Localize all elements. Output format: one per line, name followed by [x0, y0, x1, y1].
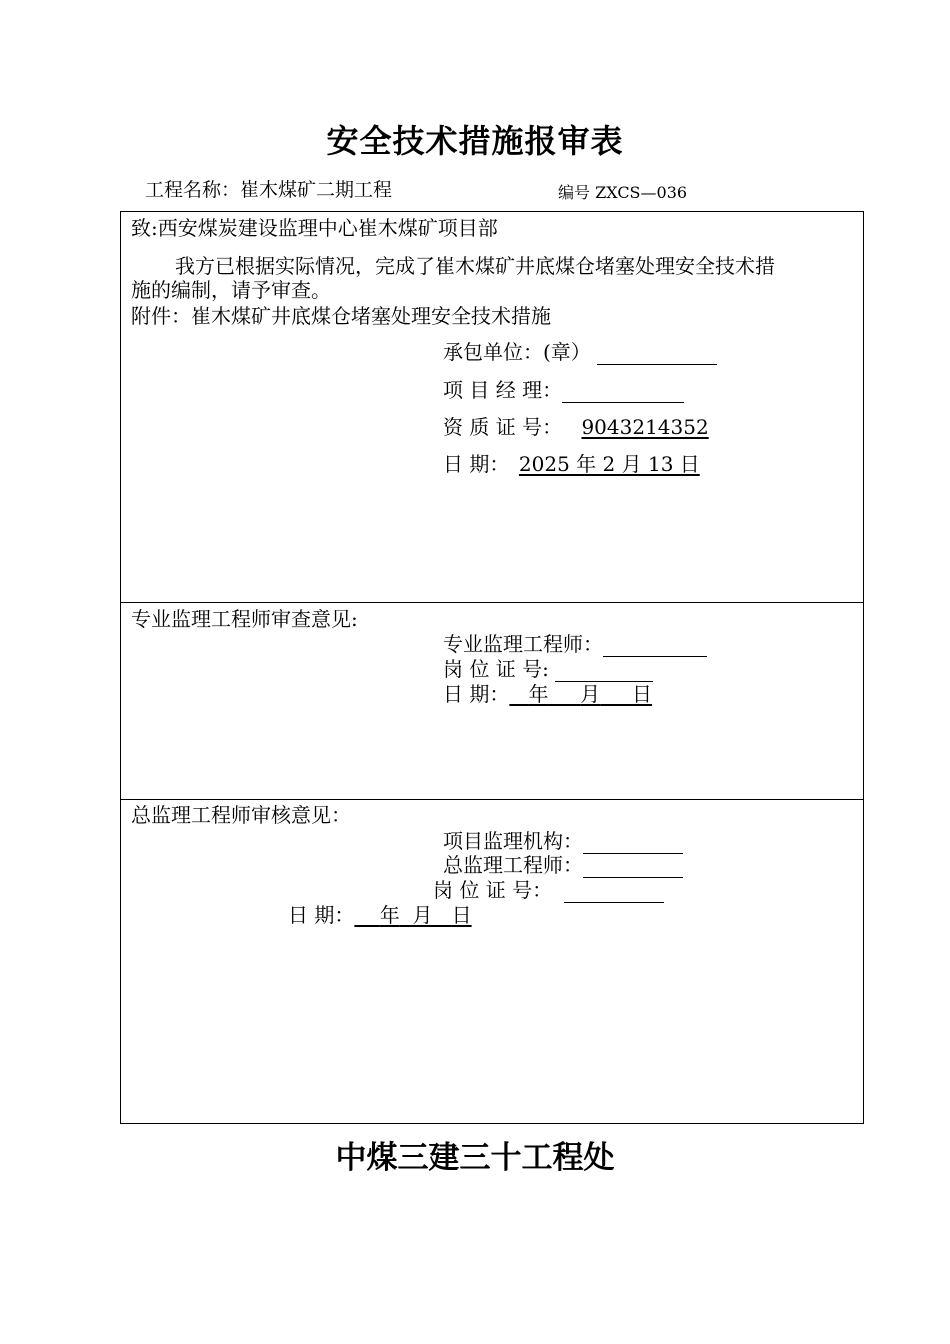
chief-cert-field[interactable] — [564, 880, 664, 903]
manager-field[interactable] — [562, 380, 684, 403]
year-label: 年 — [528, 682, 549, 706]
addressee: 致:西安煤炭建设监理中心崔木煤矿项目部 — [131, 216, 498, 240]
engineer-review-heading: 专业监理工程师审查意见: — [131, 607, 358, 631]
date-label: 日 期： — [288, 903, 355, 927]
post-cert-label: 岗 位 证 号: — [443, 657, 549, 681]
chief-review-heading: 总监理工程师审核意见： — [131, 803, 351, 827]
month-label: 月 — [580, 682, 601, 706]
project-name: 工程名称：崔木煤矿二期工程 — [145, 179, 393, 201]
review-date-row — [443, 678, 652, 707]
attachment-line: 附件：崔木煤矿井底煤仓堵塞处理安全技术措施 — [131, 304, 551, 328]
cert-value[interactable]: 9043214352 — [581, 415, 709, 439]
chief-label: 总监理工程师： — [443, 853, 583, 877]
cert-row — [443, 411, 728, 440]
body-text-line2: 施的编制，请予审查。 — [131, 278, 331, 302]
manager-row — [443, 374, 684, 403]
contractor-field[interactable] — [597, 342, 717, 365]
day-label: 日 — [632, 682, 653, 706]
engineer-label: 专业监理工程师： — [443, 632, 603, 656]
date-label: 日 期： — [443, 452, 510, 476]
day-label: 日 — [451, 903, 472, 927]
date-row — [443, 448, 709, 477]
chief-date-row — [288, 899, 472, 928]
year-label: 年 — [379, 903, 400, 927]
manager-label: 项 目 经 理： — [443, 378, 563, 402]
date-value[interactable]: 2025 年 2 月 13 日 — [518, 452, 700, 476]
footer-organization: 中煤三建三十工程处 — [335, 1140, 615, 1176]
serial-number: 编号 ZXCS—036 — [558, 183, 688, 202]
review-date-field[interactable] — [509, 682, 652, 706]
chief-date-field[interactable] — [354, 903, 471, 927]
cert-label: 资 质 证 号： — [443, 415, 563, 439]
page-title: 安全技术措施报审表 — [326, 122, 624, 160]
month-label: 月 — [412, 903, 433, 927]
date-label: 日 期： — [443, 682, 510, 706]
post-cert-label: 岗 位 证 号： — [433, 878, 553, 902]
org-label: 项目监理机构： — [443, 829, 583, 853]
contractor-label: 承包单位：(章） — [443, 340, 591, 364]
contractor-row — [443, 336, 717, 365]
body-text-line1: 我方已根据实际情况，完成了崔木煤矿井底煤仓堵塞处理安全技术措 — [175, 254, 775, 278]
